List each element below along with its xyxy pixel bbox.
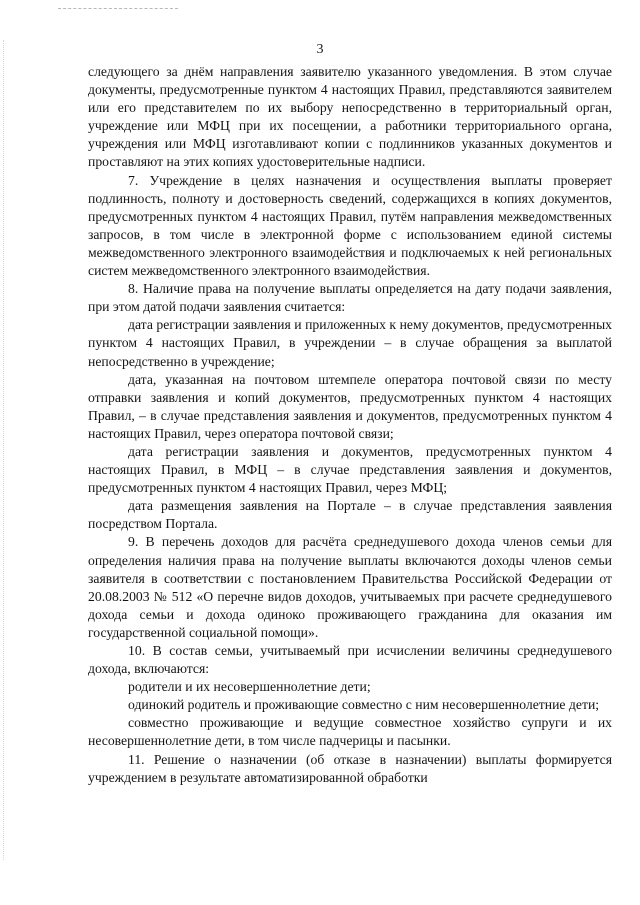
paragraph-10-parents: родители и их несовершеннолетние дети; bbox=[128, 679, 371, 695]
paragraph-10-single-parent: одинокий родитель и проживающие совместно с ним несовершеннолетние дети; bbox=[128, 697, 600, 713]
paragraph-8-postal-date: дата, указанная на почтовом штемпеле оператора почтовой связи по месту отправки заявления и копий документов, предусмотренных пунктом 4 настоящих Правил, – в случае представления заявления и документов, предусмотренных пунктом 4 настоящих Правил, через оператора почтовой связи; bbox=[88, 371, 612, 441]
scan-artifact-left bbox=[3, 40, 4, 860]
paragraph-8-portal-date: дата размещения заявления на Портале – в случае представления заявления посредством Портала. bbox=[88, 498, 612, 532]
paragraph-item-8: 8. Наличие права на получение выплаты определяется на дату подачи заявления, при этом датой подачи заявления считается: bbox=[88, 281, 612, 315]
paragraph-item-11: 11. Решение о назначении (об отказе в назначении) выплаты формируется учреждением в результате автоматизированной обработки bbox=[88, 751, 612, 785]
scan-artifact-top bbox=[58, 8, 178, 9]
paragraph-continued: следующего за днём направления заявителю указанного уведомления. В этом случае документы, предусмотренные пунктом 4 настоящих Правил, представляются заявителем или его представителем по их выбору непосредственно в территориальный орган, учреждение или МФЦ при их посещении, а работники территориального органа, учреждения или МФЦ изготавливают копии с подлинников указанных документов и проставляют на этих копиях удостоверительные надписи. bbox=[88, 64, 612, 170]
paragraph-item-9: 9. В перечень доходов для расчёта среднедушевого дохода членов семьи для определения наличия права на получение выплаты включаются доходы членов семьи заявителя в соответствии с постановлением Правительства Российской Федерации от 20.08.2003 № 512 «О перечне видов доходов, учитываемых при расчете среднедушевого дохода семьи и дохода одиноко проживающего гражданина для оказания им государственной социальной помощи». bbox=[88, 534, 612, 640]
paragraph-10-spouses: совместно проживающие и ведущие совместное хозяйство супруги и их несовершеннолетние дети, в том числе падчерицы и пасынки. bbox=[88, 715, 612, 749]
paragraph-item-10: 10. В состав семьи, учитываемый при исчислении величины среднедушевого дохода, включаются: bbox=[88, 643, 612, 677]
paragraph-8-mfc-date: дата регистрации заявления и документов, предусмотренных пунктом 4 настоящих Правил, в МФЦ – в случае представления заявления и документов, предусмотренных пунктом 4 настоящих Правил, через МФЦ; bbox=[88, 443, 612, 496]
page-number: 3 bbox=[316, 42, 324, 57]
document-body bbox=[88, 63, 612, 787]
paragraph-8-office-date: дата регистрации заявления и приложенных к нему документов, предусмотренных пунктом 4 настоящих Правил, в учреждении – в случае обращения за выплатой непосредственно в учреждение; bbox=[88, 317, 612, 369]
paragraph-item-7: 7. Учреждение в целях назначения и осуществления выплаты проверяет подлинность, полноту и достоверность сведений, содержащихся в копиях документов, предусмотренных пунктом 4 настоящих Правил, путём направления межведомственных запросов, в том числе в электронной форме с использованием единой системы межведомственного электронного взаимодействия и подключаемых к ней региональных систем межведомственного электронного взаимодействия. bbox=[88, 172, 612, 279]
